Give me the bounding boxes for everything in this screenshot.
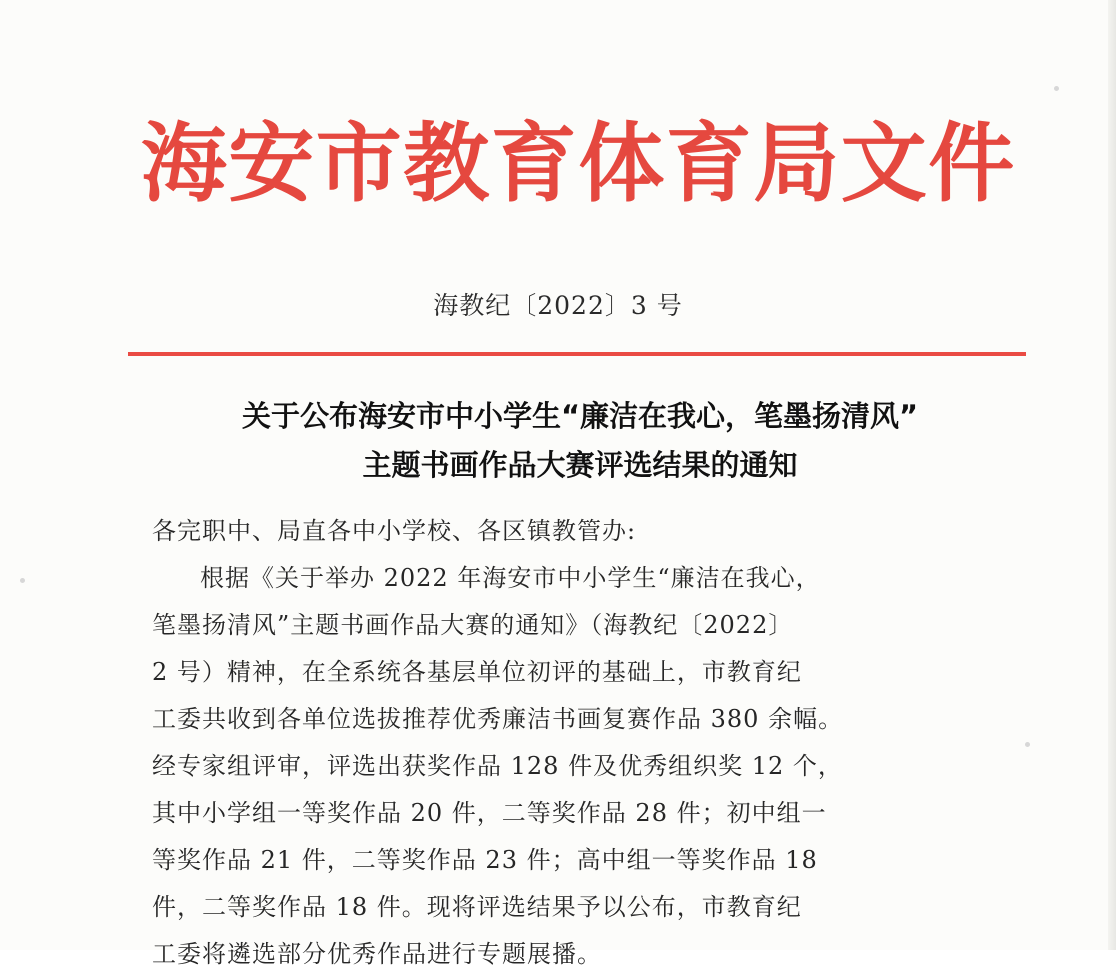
notice-body [152, 508, 982, 978]
body-line: 2 号）精神，在全系统各基层单位初评的基础上，市教育纪 [152, 658, 802, 686]
masthead-char: 文 [840, 113, 927, 214]
red-divider-line [128, 352, 1026, 356]
body-line: 根据《关于举办 2022 年海安市中小学生“廉洁在我心， [200, 564, 821, 592]
scan-edge-shadow [1108, 0, 1116, 950]
body-line: 工委将遴选部分优秀作品进行专题展播。 [152, 940, 602, 968]
body-line: 各完职中、局直各中小学校、各区镇教管办: [152, 517, 637, 545]
body-line: 工委共收到各单位选拔推荐优秀廉洁书画复赛作品 380 余幅。 [152, 705, 844, 733]
masthead-char: 教 [403, 113, 490, 214]
body-line: 经专家组评审，评选出获奖作品 128 件及优秀组织奖 12 个， [152, 752, 843, 780]
masthead-char: 局 [753, 113, 840, 214]
masthead-char: 育 [490, 113, 577, 214]
masthead-char: 体 [578, 113, 665, 214]
notice-title-line-2: 主题书画作品大赛评选结果的通知 [362, 448, 798, 482]
document-masthead [140, 108, 1015, 220]
body-line: 等奖作品 21 件，二等奖作品 23 件；高中组一等奖作品 18 [152, 846, 818, 874]
masthead-char: 市 [315, 113, 402, 214]
masthead-char: 海 [140, 113, 227, 214]
notice-title-line-1: 关于公布海安市中小学生“廉洁在我心，笔墨扬清风” [241, 399, 919, 433]
masthead-char: 育 [665, 113, 752, 214]
scan-speck [1025, 742, 1030, 747]
masthead-char: 安 [228, 113, 315, 214]
body-line: 件，二等奖作品 18 件。现将评选结果予以公布，市教育纪 [152, 893, 802, 921]
body-line: 笔墨扬清风”主题书画作品大赛的通知》（海教纪〔2022〕 [152, 611, 794, 639]
body-line: 其中小学组一等奖作品 20 件，二等奖作品 28 件；初中组一 [152, 799, 827, 827]
scan-speck [1054, 86, 1059, 91]
notice-title [120, 392, 1040, 490]
scan-speck [20, 578, 25, 583]
masthead-char: 件 [928, 113, 1015, 214]
document-number: 海教纪〔2022〕3 号 [433, 291, 683, 320]
